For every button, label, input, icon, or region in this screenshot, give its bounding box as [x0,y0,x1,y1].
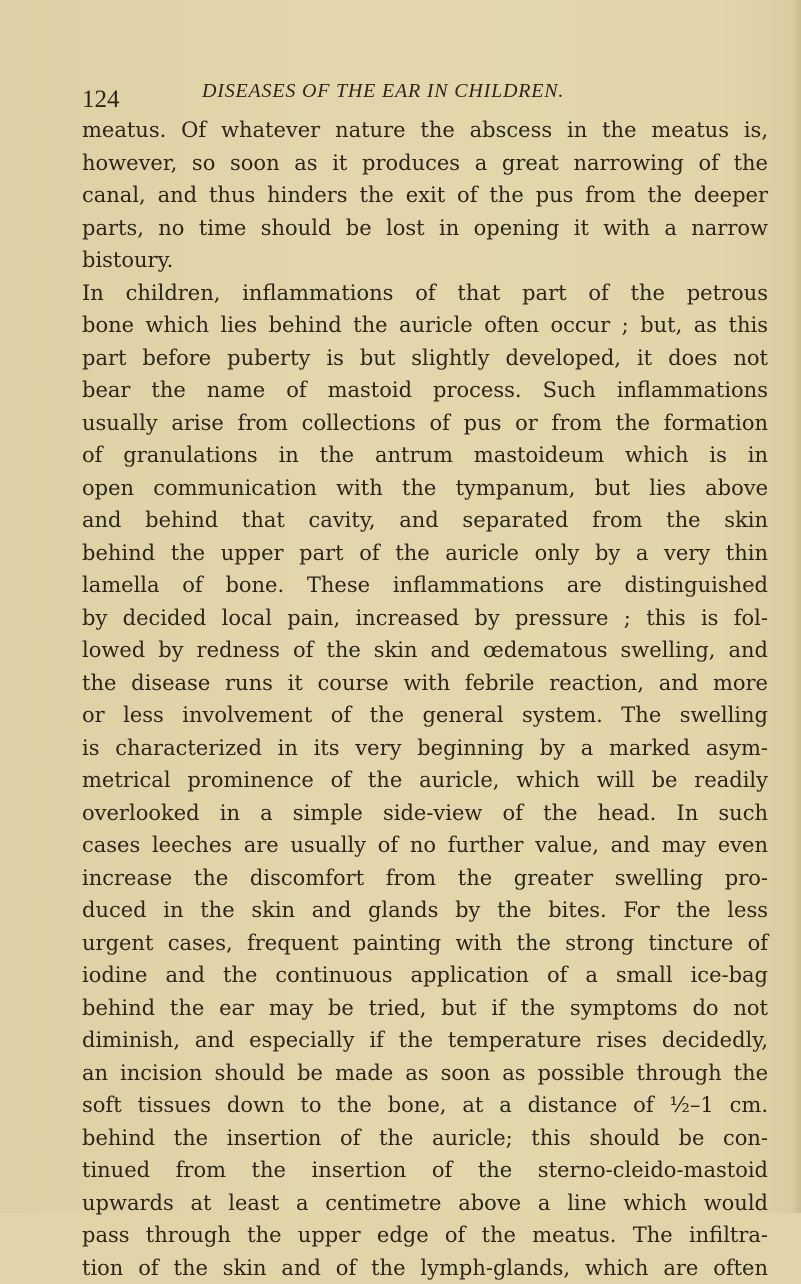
text-line: behind the upper part of the auricle only by a very thin [82,537,768,570]
body-text [82,114,768,1284]
text-line: In children, inflammations of that part of the petrous [82,277,768,310]
text-line: open communication with the tympanum, but lies above [82,472,768,505]
text-line: however, so soon as it produces a great narrowing of the [82,147,768,180]
text-line: diminish, and especially if the temperature rises decidedly, [82,1024,768,1057]
text-line: lamella of bone. These inflammations are distinguished [82,569,768,602]
text-line: the disease runs it course with febrile reaction, and more [82,667,768,700]
text-line: behind the ear may be tried, but if the symptoms do not [82,992,768,1025]
text-line: tinued from the insertion of the sterno-cleido-mastoid [82,1154,768,1187]
text-line: canal, and thus hinders the exit of the pus from the deeper [82,179,768,212]
text-line: overlooked in a simple side-view of the head. In such [82,797,768,830]
text-line: soft tissues down to the bone, at a distance of ½–1 cm. [82,1089,768,1122]
running-title: DISEASES OF THE EAR IN CHILDREN. [202,80,564,103]
text-line: cases leeches are usually of no further value, and may even [82,829,768,862]
text-line: metrical prominence of the auricle, which will be readily [82,764,768,797]
text-line: part before puberty is but slightly developed, it does not [82,342,768,375]
text-line: duced in the skin and glands by the bites. For the less [82,894,768,927]
text-line: increase the discomfort from the greater swelling pro- [82,862,768,895]
text-line: bone which lies behind the auricle often occur ; but, as this [82,309,768,342]
text-line: or less involvement of the general system. The swelling [82,699,768,732]
page-number: 124 [82,86,120,114]
text-line: iodine and the continuous application of a small ice-bag [82,959,768,992]
text-line: urgent cases, frequent painting with the strong tincture of [82,927,768,960]
page-edge [791,0,801,1213]
text-line: bistoury. [82,244,768,277]
text-line: of granulations in the antrum mastoideum which is in [82,439,768,472]
text-line: pass through the upper edge of the meatus. The infiltra- [82,1219,768,1252]
text-line: usually arise from collections of pus or from the formation [82,407,768,440]
running-header [82,80,768,110]
text-line: and behind that cavity, and separated from the skin [82,504,768,537]
text-line: bear the name of mastoid process. Such inflammations [82,374,768,407]
text-line: tion of the skin and of the lymph-glands, which are often [82,1252,768,1284]
text-line: meatus. Of whatever nature the abscess in the meatus is, [82,114,768,147]
text-line: behind the insertion of the auricle; this should be con- [82,1122,768,1155]
text-line: lowed by redness of the skin and œdematous swelling, and [82,634,768,667]
text-line: upwards at least a centimetre above a line which would [82,1187,768,1220]
text-line: parts, no time should be lost in opening it with a narrow [82,212,768,245]
text-line: by decided local pain, increased by pressure ; this is fol- [82,602,768,635]
text-line: an incision should be made as soon as possible through the [82,1057,768,1090]
text-line: is characterized in its very beginning by a marked asym- [82,732,768,765]
